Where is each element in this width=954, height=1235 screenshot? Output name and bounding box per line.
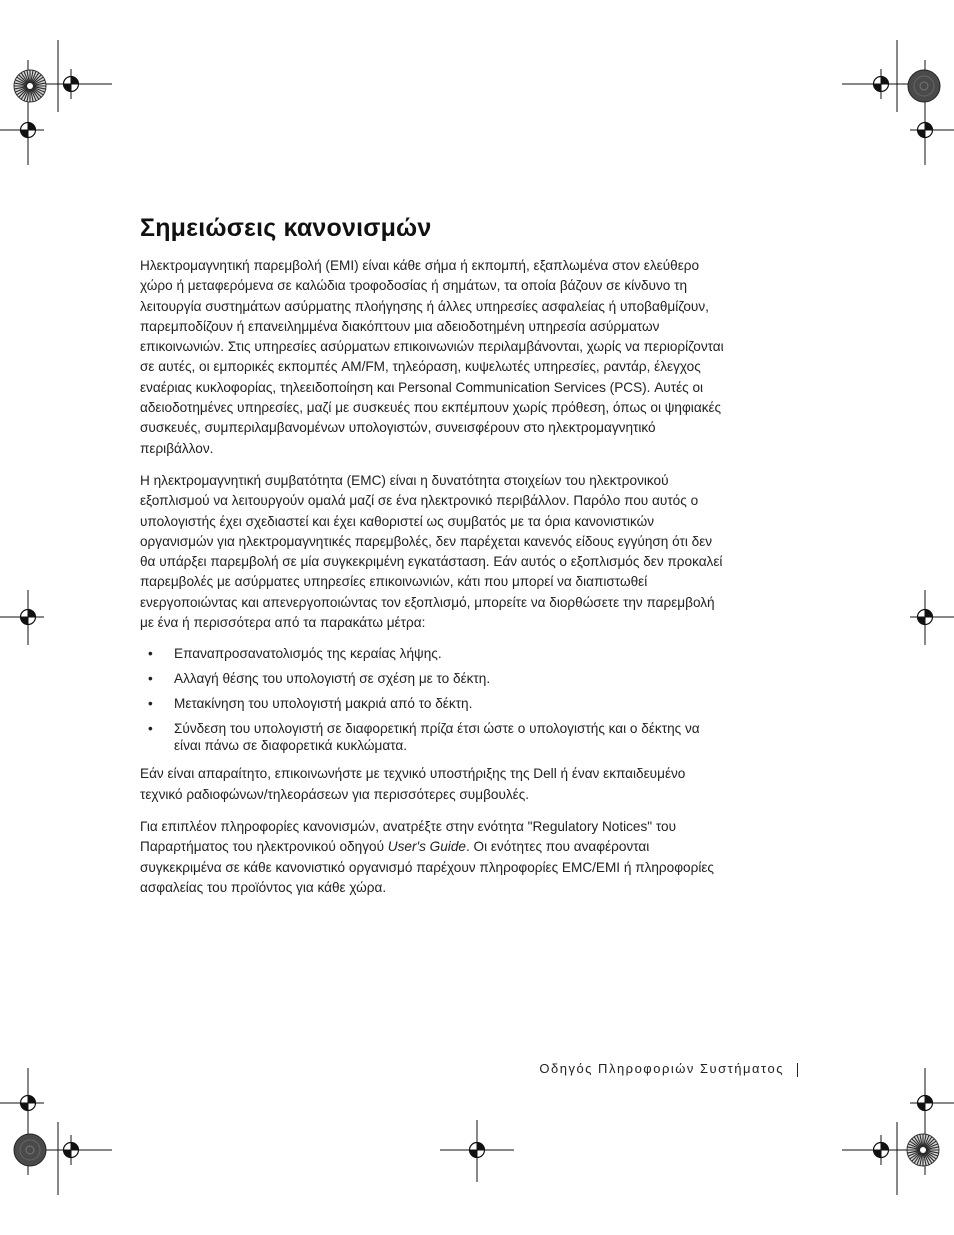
list-item-text: Επαναπροσανατολισμός της κεραίας λήψης. <box>174 646 442 662</box>
bullet-glyph: • <box>148 646 153 662</box>
list-item <box>140 645 730 662</box>
running-footer: Οδηγός Πληροφοριών Συστήματος <box>539 1061 784 1076</box>
list-item <box>140 720 730 754</box>
bullet-glyph: • <box>148 696 153 712</box>
page-title: Σημειώσεις κανονισμών <box>140 214 432 242</box>
users-guide-title: User's Guide <box>387 839 466 855</box>
paragraph-emc: Η ηλεκτρομαγνητική συμβατότητα (EMC) είναι η δυνατότητα στοιχείων του ηλεκτρονικού εξοπλισμού να λειτουργούν ομαλά μαζί σε ένα ηλεκτρονικό περιβάλλον. Παρόλο που αυτός ο υπολογιστής έχει σχεδιαστεί και έχει καθοριστεί ως συμβατός με τα όρια κανονιστικών οργανισμών για ηλεκτρομαγνητικές παρεμβολές, δεν παρέχεται κανενός είδους εγγύηση ότι δεν θα υπάρξει παρεμβολή σε μία συγκεκριμένη εγκατάσταση. Εάν αυτός ο εξοπλισμός δεν προκαλεί παρεμβολές με ασύρματες υπηρεσίες επικοινωνιών, κάτι που μπορεί να διαπιστωθεί ενεργοποιώντας και απενεργοποιώντας τον εξοπλισμό, μπορείτε να διορθώσετε την παρεμβολή με ένα ή περισσότερα από τα παρακάτω μέτρα: <box>140 472 723 631</box>
paragraph-further-info <box>140 817 730 898</box>
main-content <box>140 256 730 910</box>
list-item <box>140 695 730 712</box>
bullet-glyph: • <box>148 671 153 687</box>
further-info-text: Για επιπλέον πληροφορίες κανονισμών, ανατρέξτε στην ενότητα "Regulatory Notices" του Παραρτήματος του ηλεκτρονικού οδηγού <box>140 818 677 855</box>
paragraph-contact-support: Εάν είναι απαραίτητο, επικοινωνήστε με τεχνικό υποστήριξης της Dell ή έναν εκπαιδευμένο τεχνικό ραδιοφώνων/τηλεοράσεων για περισσότερες συμβουλές. <box>140 766 686 802</box>
paragraph-emi: Ηλεκτρομαγνητική παρεμβολή (EMI) είναι κάθε σήμα ή εκπομπή, εξαπλωμένα στον ελεύθερο χώρο ή μεταφερόμενα σε καλώδια τροφοδοσίας ή σημάτων, τα οποία βάζουν σε κίνδυνο τη λειτουργία συστημάτων ασύρματης πλοήγησης ή άλλες υπηρεσίες ασφαλείας ή υποβαθμίζουν, παρεμποδίζουν ή επανειλημμένα διακόπτουν μια αδειοδοτημένη υπηρεσία ασύρματων επικοινωνιών. Στις υπηρεσίες ασύρματων επικοινωνιών περιλαμβάνονται, χωρίς να περιορίζονται σε αυτές, οι εμπορικές εκπομπές AM/FM, τηλεόραση, κυψελωτές υπηρεσίες, ραντάρ, έλεγχος εναέριας κυκλοφορίας, τηλεειδοποίηση και Personal Communication Services (PCS). Αυτές οι αδειοδοτημένες υπηρεσίες, μαζί με συσκευές που εκπέμπουν χωρίς πρόθεση, όπως οι ψηφιακές συσκευές, συμπεριλαμβανομένων υπολογιστών, συνεισφέρουν στο ηλεκτρομαγνητικό περιβάλλον. <box>140 258 724 456</box>
list-item-text: Μετακίνηση του υπολογιστή μακριά από το δέκτη. <box>174 696 473 712</box>
list-item <box>140 670 730 687</box>
list-item-text: Σύνδεση του υπολογιστή σε διαφορετική πρίζα έτσι ώστε ο υπολογιστής και ο δέκτης να είναι πάνω σε διαφορετικά κυκλώματα. <box>174 721 700 754</box>
bullet-glyph: • <box>148 721 153 737</box>
list-item-text: Αλλαγή θέσης του υπολογιστή σε σχέση με το δέκτη. <box>174 671 491 687</box>
measures-list <box>140 645 730 754</box>
further-info-text-end: . Οι ενότητες που αναφέρονται συγκεκριμένα σε κάθε κανονιστικό οργανισμό παρέχουν πληροφορίες EMC/EMI ή πληροφορίες ασφαλείας του προϊόντος για κάθε χώρα. <box>140 839 714 895</box>
footer-rule <box>797 1063 798 1077</box>
